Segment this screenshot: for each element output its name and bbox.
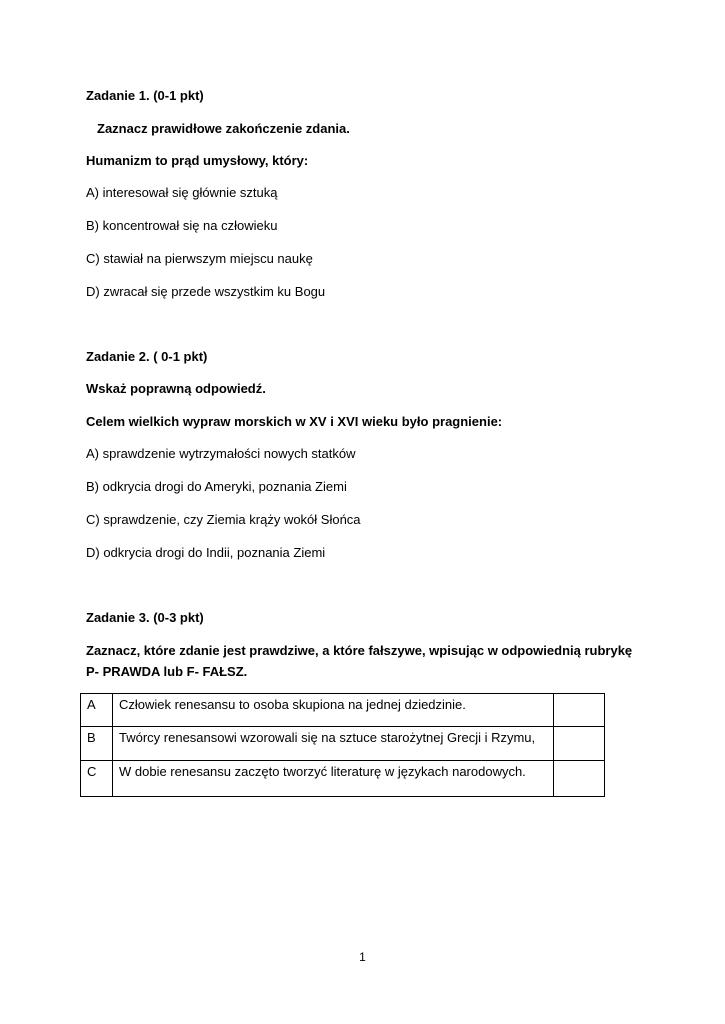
table-row [81, 727, 605, 761]
answer-cell[interactable] [554, 761, 605, 797]
true-false-table [80, 693, 605, 797]
table-row [81, 761, 605, 797]
task2-option-c: C) sprawdzenie, czy Ziemia krąży wokół Słońca [86, 512, 361, 527]
task3-instruction-line1: Zaznacz, które zdanie jest prawdziwe, a które fałszywe, wpisując w odpowiednią rubrykę [86, 643, 633, 658]
row-statement: Twórcy renesansowi wzorowali się na sztuce starożytnej Grecji i Rzymu, [113, 727, 554, 761]
table-row [81, 694, 605, 727]
task1-option-d: D) zwracał się przede wszystkim ku Bogu [86, 284, 326, 299]
row-statement: Człowiek renesansu to osoba skupiona na jednej dziedzinie. [113, 694, 554, 727]
task1-question: Humanizm to prąd umysłowy, który: [86, 153, 309, 168]
task1-option-a: A) interesował się głównie sztuką [86, 185, 278, 200]
task1-instruction: Zaznacz prawidłowe zakończenie zdania. [97, 121, 350, 136]
task2-option-d: D) odkrycia drogi do Indii, poznania Ziemi [86, 545, 326, 560]
task3-instruction-line2: P- PRAWDA lub F- FAŁSZ. [86, 664, 248, 679]
page-number: 1 [359, 950, 366, 964]
task2-option-b: B) odkrycia drogi do Ameryki, poznania Ziemi [86, 479, 347, 494]
task2-instruction: Wskaż poprawną odpowiedź. [86, 381, 266, 396]
row-letter: A [81, 694, 113, 727]
answer-cell[interactable] [554, 694, 605, 727]
row-letter: C [81, 761, 113, 797]
task2-question: Celem wielkich wypraw morskich w XV i XVI wieku było pragnienie: [86, 414, 503, 429]
row-statement: W dobie renesansu zaczęto tworzyć literaturę w językach narodowych. [113, 761, 554, 797]
task3-title: Zadanie 3. (0-3 pkt) [86, 610, 204, 625]
answer-cell[interactable] [554, 727, 605, 761]
task2-option-a: A) sprawdzenie wytrzymałości nowych statków [86, 446, 356, 461]
task1-option-b: B) koncentrował się na człowieku [86, 218, 278, 233]
task1-option-c: C) stawiał na pierwszym miejscu naukę [86, 251, 313, 266]
task1-title: Zadanie 1. (0-1 pkt) [86, 88, 204, 103]
row-letter: B [81, 727, 113, 761]
task2-title: Zadanie 2. ( 0-1 pkt) [86, 349, 208, 364]
